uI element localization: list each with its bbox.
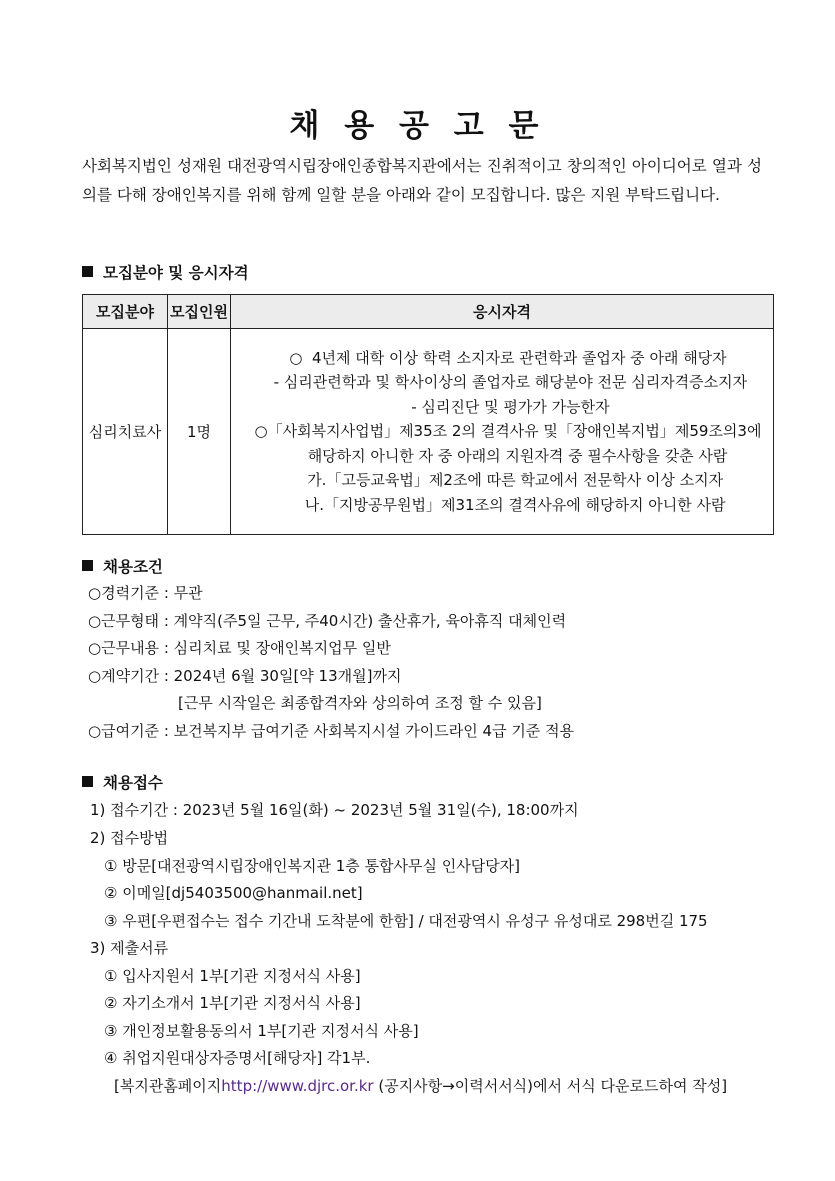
condition-contract: ○계약기간 : 2024년 6월 30일[약 13개월]까지 — [88, 667, 402, 685]
square-bullet-icon — [82, 560, 93, 571]
section-heading-conditions — [82, 555, 163, 577]
section-heading-label: 채용접수 — [103, 774, 163, 792]
qualification-line: - 심리진단 및 평가가 가능한자 — [406, 397, 610, 416]
qualification-cell — [231, 329, 774, 535]
note-prefix: [복지관홈페이지 — [114, 1077, 222, 1095]
document-item: ① 입사지원서 1부[기관 지정서식 사용] — [104, 967, 361, 985]
qualification-line: 나.「지방공무원법」제31조의 결격사유에 해당하지 아니한 사람 — [290, 495, 726, 514]
condition-salary: ○급여기준 : 보건복지부 급여기준 사회복지시설 가이드라인 4급 기준 적용 — [88, 722, 575, 740]
condition-work-type: ○근무형태 : 계약직(주5일 근무, 주40시간) 출산휴가, 육아휴직 대체인력 — [88, 612, 567, 630]
header-qualification: 응시자격 — [231, 295, 774, 329]
recruitment-table — [82, 294, 774, 535]
method-mail: ③ 우편[우편접수는 접수 기간내 도착분에 한함] / 대전광역시 유성구 유성대로 298번길 175 — [104, 912, 708, 930]
application-method-label: 2) 접수방법 — [90, 829, 169, 847]
header-count: 모집인원 — [168, 295, 231, 329]
condition-contract-note: [근무 시작일은 최종합격자와 상의하여 조정 할 수 있음] — [178, 694, 542, 712]
qualification-line: - 심리관련학과 및 학사이상의 졸업자로 해당분야 전문 심리자격증소지자 — [268, 373, 748, 392]
homepage-link[interactable]: http://www.djrc.or.kr — [221, 1077, 374, 1095]
square-bullet-icon — [82, 266, 93, 277]
application-period: 1) 접수기간 : 2023년 5월 16일(화) ~ 2023년 5월 31일(수), 18:00까지 — [90, 801, 579, 819]
condition-career: ○경력기준 : 무관 — [88, 584, 203, 602]
field-cell: 심리치료사 — [83, 329, 168, 535]
download-note — [114, 1074, 727, 1098]
document-item: ④ 취업지원대상자증명서[해당자] 각1부. — [104, 1049, 371, 1067]
section-heading-application — [82, 771, 163, 793]
qualification-line: ○ 4년제 대학 이상 학력 소지자로 관련학과 졸업자 중 아래 해당자 — [289, 348, 727, 367]
condition-duties: ○근무내용 : 심리치료 및 장애인복지업무 일반 — [88, 639, 391, 657]
section-heading-label: 모집분야 및 응시자격 — [103, 264, 249, 282]
note-suffix: (공지사항→이력서서식)에서 서식 다운로드하여 작성] — [373, 1077, 728, 1095]
qualification-line: 가.「고등교육법」제2조에 따른 학교에서 전문학사 이상 소지자 — [292, 471, 724, 490]
qualification-line: ○「사회복지사업법」제35조 2의 결격사유 및「장애인복지법」제59조의3에 — [254, 422, 762, 441]
header-field: 모집분야 — [83, 295, 168, 329]
method-email: ② 이메일[dj5403500@hanmail.net] — [104, 884, 363, 902]
page-title: 채 용 공 고 문 — [289, 108, 546, 144]
document-item: ③ 개인정보활용동의서 1부[기관 지정서식 사용] — [104, 1022, 419, 1040]
qualification-line: 해당하지 아니한 자 중 아래의 지원자격 중 필수사항을 갖춘 사람 — [288, 446, 728, 465]
documents-label: 3) 제출서류 — [90, 939, 169, 957]
document-item: ② 자기소개서 1부[기관 지정서식 사용] — [104, 994, 361, 1012]
table-header-row — [83, 295, 774, 329]
count-cell: 1명 — [168, 329, 231, 535]
section-heading-label: 채용조건 — [103, 558, 163, 576]
square-bullet-icon — [82, 776, 93, 787]
method-visit: ① 방문[대전광역시립장애인복지관 1층 통합사무실 인사담당자] — [104, 857, 521, 875]
section-heading-recruitment — [82, 261, 249, 283]
table-row — [83, 329, 774, 535]
intro-paragraph: 사회복지법인 성재원 대전광역시립장애인종합복지관에서는 진취적이고 창의적인 아이디어로 열과 성의를 다해 장애인복지를 위해 함께 일할 분을 아래와 같이 모집합니다. 많은 지원 부탁드립니다. — [82, 157, 762, 204]
